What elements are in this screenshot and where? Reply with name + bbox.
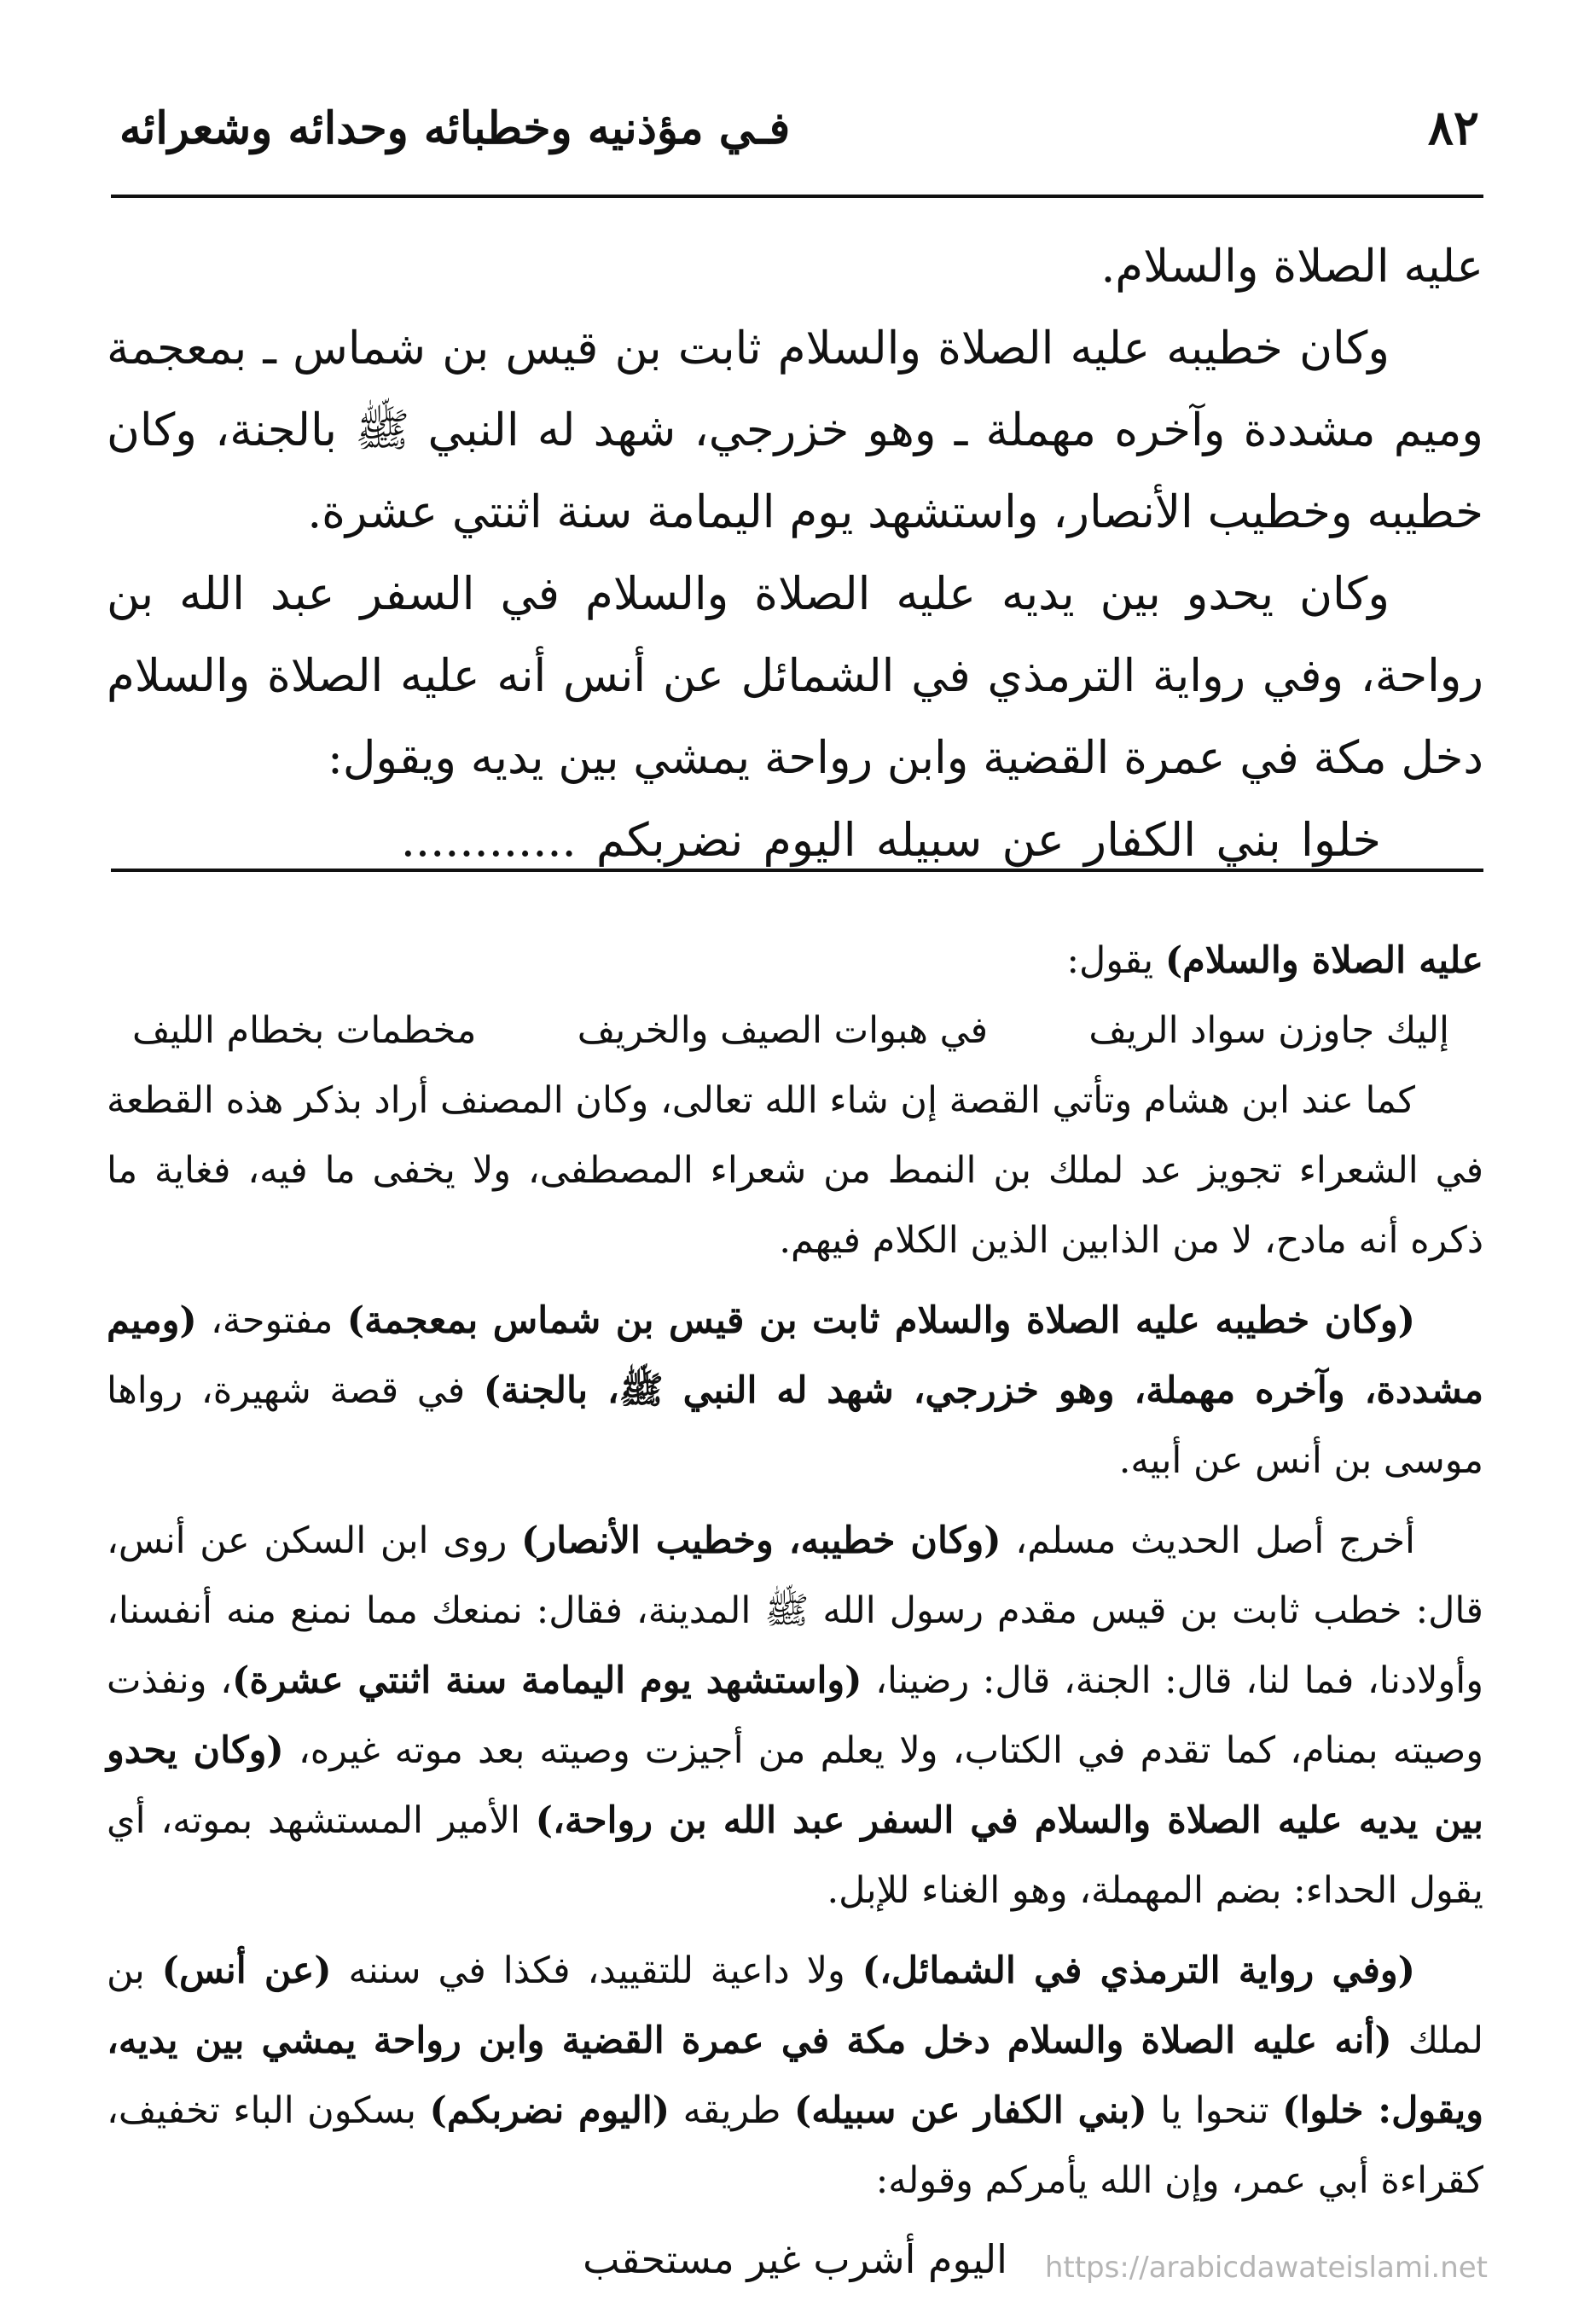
- commentary-bold: (واستشهد يوم اليمامة سنة اثنتي عشرة): [232, 1659, 862, 1702]
- commentary-bold: (وكان خطيبه عليه الصلاة والسلام ثابت بن قيس بن شماس بمعجمة): [346, 1299, 1415, 1342]
- commentary-text-span: ، ونفذت وصيته بمنام، كما تقدم في الكتاب، ولا يعلم من أجيزت وصيته بعد موته غيره،: [107, 1659, 1484, 1772]
- commentary-paragraph-5: [107, 1936, 1483, 2216]
- commentary-text-span: ولا داعية للتقييد، فكذا في سننه: [331, 1949, 862, 1992]
- commentary-verse-1: [107, 996, 1449, 1066]
- commentary-verse-2: اليوم أشرب غير مستحقب: [583, 2236, 1007, 2282]
- page-number: ٨٢: [1427, 100, 1479, 156]
- commentary-bold: (وميم مشددة، وآخره مهملة، وهو خزرجي، شهد له النبي ﷺ، بالجنة): [107, 1299, 1483, 1412]
- running-header-title: فـي مؤذنيه وخطبائه وحدائه وشعرائه: [119, 102, 791, 154]
- commentary-bold: (أنه عليه الصلاة والسلام دخل مكة في عمرة القضية وابن رواحة يمشي بين يديه، ويقول: خلوا): [107, 2019, 1484, 2132]
- commentary-bold: (عن أنس): [161, 1949, 332, 1992]
- commentary-bold: (وكان يحدو بين يديه عليه الصلاة والسلام في السفر عبد الله بن رواحة،): [107, 1729, 1483, 1842]
- commentary-bold: (بني الكفار عن سبيله): [793, 2089, 1147, 2132]
- commentary-text-span: مفتوحة،: [196, 1299, 347, 1342]
- main-text: [107, 226, 1483, 881]
- verse-hemistich-2: في هبوات الصيف والخريف: [577, 1009, 988, 1052]
- commentary-text-span: طريقه: [670, 2089, 794, 2132]
- commentary-paragraph-3: [107, 1286, 1483, 1496]
- commentary-text-span: روى ابن السكن عن أنس، قال: خطب ثابت بن قيس مقدم رسول الله ﷺ المدينة، فقال: نمنعك مما نمنع منه أنفسنا، وأولادنا، فما لنا، قال: الجنة، قال: رضينا،: [107, 1519, 1484, 1702]
- watermark-url: https://arabicdawateislami.net: [1044, 2251, 1488, 2285]
- page-header: [119, 85, 1479, 171]
- commentary-text-span: الأمير المستشهد بموته، أي يقول الحداء: بضم المهملة، وهو الغناء للإبل.: [107, 1799, 1483, 1912]
- verse-hemistich-3: مخطمات بخطام الليف: [132, 1009, 477, 1052]
- main-paragraph-3: وكان يحدو بين يديه عليه الصلاة والسلام في السفر عبد الله بن رواحة، وفي رواية الترمذي في الشمائل عن أنس أنه عليه الصلاة والسلام دخل مكة في عمرة القضية وابن رواحة يمشي بين يديه ويقول:: [107, 568, 1483, 784]
- commentary-text: [107, 926, 1483, 2294]
- commentary-text-span: تنحوا يا: [1146, 2089, 1283, 2132]
- commentary-text-span: في قصة شهيرة، رواها موسى بن أنس عن أبيه.: [107, 1369, 1483, 1482]
- commentary-text-span: بن لملك: [107, 1949, 1484, 2062]
- commentary-text-span: بسكون الباء تخفيف، كقراءة أبي عمر، وإن الله يأمركم وقوله:: [107, 2089, 1483, 2202]
- commentary-text-span: أخرج أصل الحديث مسلم،: [1001, 1519, 1416, 1562]
- main-paragraph-2: وكان خطيبه عليه الصلاة والسلام ثابت بن قيس بن شماس ـ بمعجمة وميم مشددة وآخره مهملة ـ وهو خزرجي، شهد له النبي ﷺ بالجنة، وكان خطيبه وخطيب الأنصار، واستشهد يوم اليمامة سنة اثنتي عشرة.: [107, 322, 1483, 538]
- commentary-bold: (اليوم نضربكم): [429, 2089, 670, 2132]
- commentary-text-span: يقول:: [1066, 939, 1165, 982]
- main-paragraph-1: عليه الصلاة والسلام.: [1100, 241, 1483, 293]
- commentary-paragraph-2: كما عند ابن هشام وتأتي القصة إن شاء الله تعالى، وكان المصنف أراد بذكر هذه القطعة في الشعراء تجويز عد لملك بن النمط من شعراء المصطفى، ولا يخفى ما فيه، فغاية ما ذكره أنه مادح، لا من الذابين الذين الكلام فيهم.: [107, 1079, 1483, 1262]
- commentary-bold: (وكان خطيبه، وخطيب الأنصار): [521, 1519, 1001, 1562]
- commentary-bold: عليه الصلاة والسلام): [1164, 939, 1483, 982]
- commentary-bold: (وفي رواية الترمذي في الشمائل،): [862, 1949, 1415, 1992]
- header-rule: [111, 195, 1483, 198]
- main-verse: خلوا بني الكفار عن سبيله اليوم نضربكم ............: [400, 813, 1381, 867]
- commentary-paragraph-1: [107, 926, 1483, 996]
- verse-hemistich-1: إليك جاوزن سواد الريف: [1088, 1009, 1449, 1052]
- commentary-paragraph-4: [107, 1506, 1483, 1926]
- footnote-divider: [111, 869, 1483, 872]
